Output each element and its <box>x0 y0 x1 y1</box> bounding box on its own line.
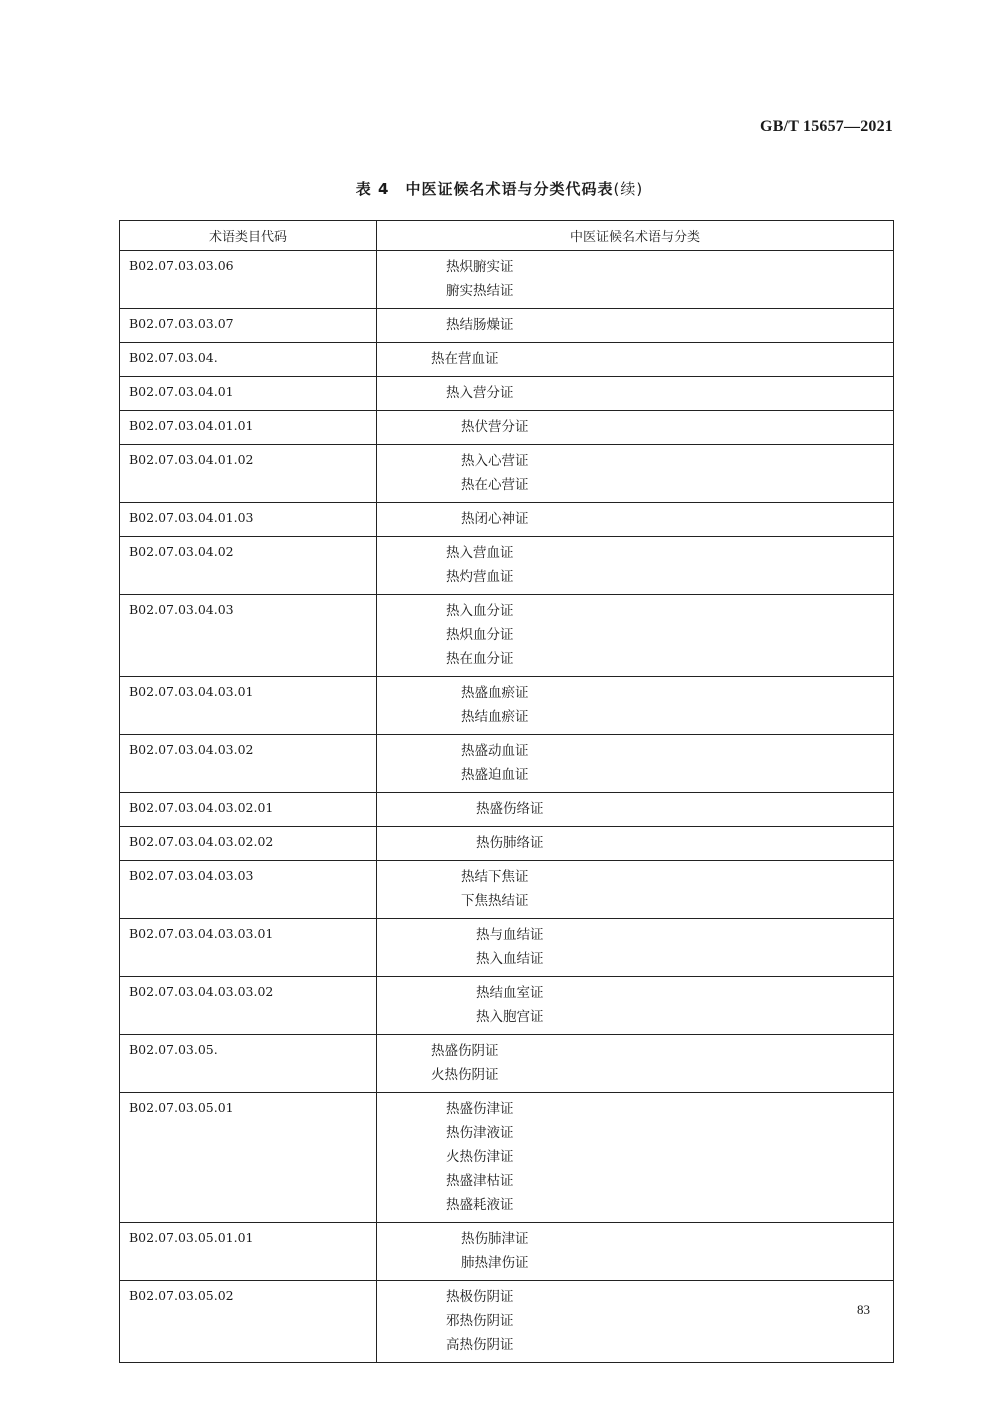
syndrome-term: 热盛津枯证 <box>446 1173 514 1189</box>
table-row <box>120 445 894 503</box>
table-row <box>120 309 894 343</box>
table-row <box>120 537 894 595</box>
table-row <box>120 1223 894 1281</box>
syndrome-term: 热炽血分证 <box>446 627 514 643</box>
category-code: B02.07.03.04.01.03 <box>120 503 377 537</box>
category-code: B02.07.03.03.07 <box>120 309 377 343</box>
syndrome-term: 热结肠燥证 <box>446 317 514 333</box>
table-row <box>120 343 894 377</box>
syndrome-terms-cell <box>377 1035 894 1093</box>
syndrome-term: 下焦热结证 <box>461 893 529 909</box>
category-code: B02.07.03.04.03.03.02 <box>120 977 377 1035</box>
syndrome-term: 肺热津伤证 <box>461 1255 529 1271</box>
syndrome-term: 热入胞宫证 <box>476 1009 544 1025</box>
category-code: B02.07.03.04.01 <box>120 377 377 411</box>
syndrome-term: 热入营血证 <box>446 545 514 561</box>
syndrome-term: 热入血分证 <box>446 603 514 619</box>
syndrome-terms-cell <box>377 445 894 503</box>
category-code: B02.07.03.04.03.01 <box>120 677 377 735</box>
syndrome-term: 高热伤阴证 <box>446 1337 514 1353</box>
table-header-row <box>120 221 894 251</box>
syndrome-term: 热伤津液证 <box>446 1125 514 1141</box>
syndrome-terms-cell <box>377 861 894 919</box>
syndrome-term: 热盛血瘀证 <box>461 685 529 701</box>
table-row <box>120 861 894 919</box>
syndrome-term: 热入血结证 <box>476 951 544 967</box>
syndrome-term: 热闭心神证 <box>461 511 529 527</box>
category-code: B02.07.03.04. <box>120 343 377 377</box>
category-code: B02.07.03.04.01.02 <box>120 445 377 503</box>
syndrome-term: 火热伤津证 <box>446 1149 514 1165</box>
syndrome-terms-cell <box>377 309 894 343</box>
syndrome-term: 热在营血证 <box>431 351 499 367</box>
table-row <box>120 595 894 677</box>
page-number: 83 <box>857 1302 870 1317</box>
syndrome-term: 热与血结证 <box>476 927 544 943</box>
syndrome-term: 热入心营证 <box>461 453 529 469</box>
table-row <box>120 411 894 445</box>
syndrome-term: 热在血分证 <box>446 651 514 667</box>
syndrome-term: 热盛伤津证 <box>446 1101 514 1117</box>
category-code: B02.07.03.04.03 <box>120 595 377 677</box>
syndrome-term: 热结下焦证 <box>461 869 529 885</box>
syndrome-terms-cell <box>377 793 894 827</box>
table-row <box>120 377 894 411</box>
category-code: B02.07.03.04.03.02.01 <box>120 793 377 827</box>
syndrome-term: 热在心营证 <box>461 477 529 493</box>
syndrome-term: 热盛动血证 <box>461 743 529 759</box>
syndrome-term: 热盛伤络证 <box>476 801 544 817</box>
syndrome-terms-cell <box>377 1281 894 1363</box>
category-code: B02.07.03.04.02 <box>120 537 377 595</box>
category-code: B02.07.03.05.01 <box>120 1093 377 1223</box>
table-row <box>120 735 894 793</box>
syndrome-terms-cell <box>377 503 894 537</box>
category-code: B02.07.03.03.06 <box>120 251 377 309</box>
syndrome-term: 热入营分证 <box>446 385 514 401</box>
category-code: B02.07.03.04.03.03.01 <box>120 919 377 977</box>
syndrome-terms-cell <box>377 827 894 861</box>
table-row <box>120 1035 894 1093</box>
syndrome-terms-cell <box>377 1223 894 1281</box>
table-row <box>120 977 894 1035</box>
syndrome-term: 热盛耗液证 <box>446 1197 514 1213</box>
table-row <box>120 1093 894 1223</box>
syndrome-terms-cell <box>377 919 894 977</box>
syndrome-terms-cell <box>377 343 894 377</box>
category-code: B02.07.03.04.03.02 <box>120 735 377 793</box>
syndrome-terms-cell <box>377 677 894 735</box>
syndrome-term: 热伤肺络证 <box>476 835 544 851</box>
table-body <box>120 251 894 1363</box>
table-title-text: 中医证候名术语与分类代码表 <box>405 180 614 198</box>
table-row <box>120 251 894 309</box>
syndrome-term: 热结血瘀证 <box>461 709 529 725</box>
syndrome-term: 热伏营分证 <box>461 419 529 435</box>
code-table <box>119 220 894 1363</box>
syndrome-terms-cell <box>377 735 894 793</box>
syndrome-term: 热极伤阴证 <box>446 1289 514 1305</box>
syndrome-term: 热盛迫血证 <box>461 767 529 783</box>
syndrome-term: 热炽腑实证 <box>446 259 514 275</box>
syndrome-terms-cell <box>377 411 894 445</box>
syndrome-terms-cell <box>377 537 894 595</box>
table-row <box>120 503 894 537</box>
syndrome-term: 热盛伤阴证 <box>431 1043 499 1059</box>
table-row <box>120 919 894 977</box>
syndrome-term: 腑实热结证 <box>446 283 514 299</box>
syndrome-term: 邪热伤阴证 <box>446 1313 514 1329</box>
table-number: 表 4 <box>355 180 390 198</box>
category-code: B02.07.03.05. <box>120 1035 377 1093</box>
syndrome-term: 热伤肺津证 <box>461 1231 529 1247</box>
column-header-code: 术语类目代码 <box>120 221 377 251</box>
syndrome-term: 火热伤阴证 <box>431 1067 499 1083</box>
syndrome-terms-cell <box>377 595 894 677</box>
syndrome-terms-cell <box>377 1093 894 1223</box>
table-row <box>120 793 894 827</box>
category-code: B02.07.03.05.02 <box>120 1281 377 1363</box>
category-code: B02.07.03.04.03.02.02 <box>120 827 377 861</box>
syndrome-term: 热灼营血证 <box>446 569 514 585</box>
table-row <box>120 827 894 861</box>
category-code: B02.07.03.04.01.01 <box>120 411 377 445</box>
table-continued-mark: (续) <box>613 180 644 198</box>
table-row <box>120 677 894 735</box>
column-header-terms: 中医证候名术语与分类 <box>377 221 894 251</box>
syndrome-terms-cell <box>377 377 894 411</box>
category-code: B02.07.03.04.03.03 <box>120 861 377 919</box>
category-code: B02.07.03.05.01.01 <box>120 1223 377 1281</box>
syndrome-terms-cell <box>377 977 894 1035</box>
table-row <box>120 1281 894 1363</box>
standard-number: GB/T 15657—2021 <box>760 118 893 135</box>
syndrome-term: 热结血室证 <box>476 985 544 1001</box>
syndrome-terms-cell <box>377 251 894 309</box>
table-title <box>0 178 999 199</box>
